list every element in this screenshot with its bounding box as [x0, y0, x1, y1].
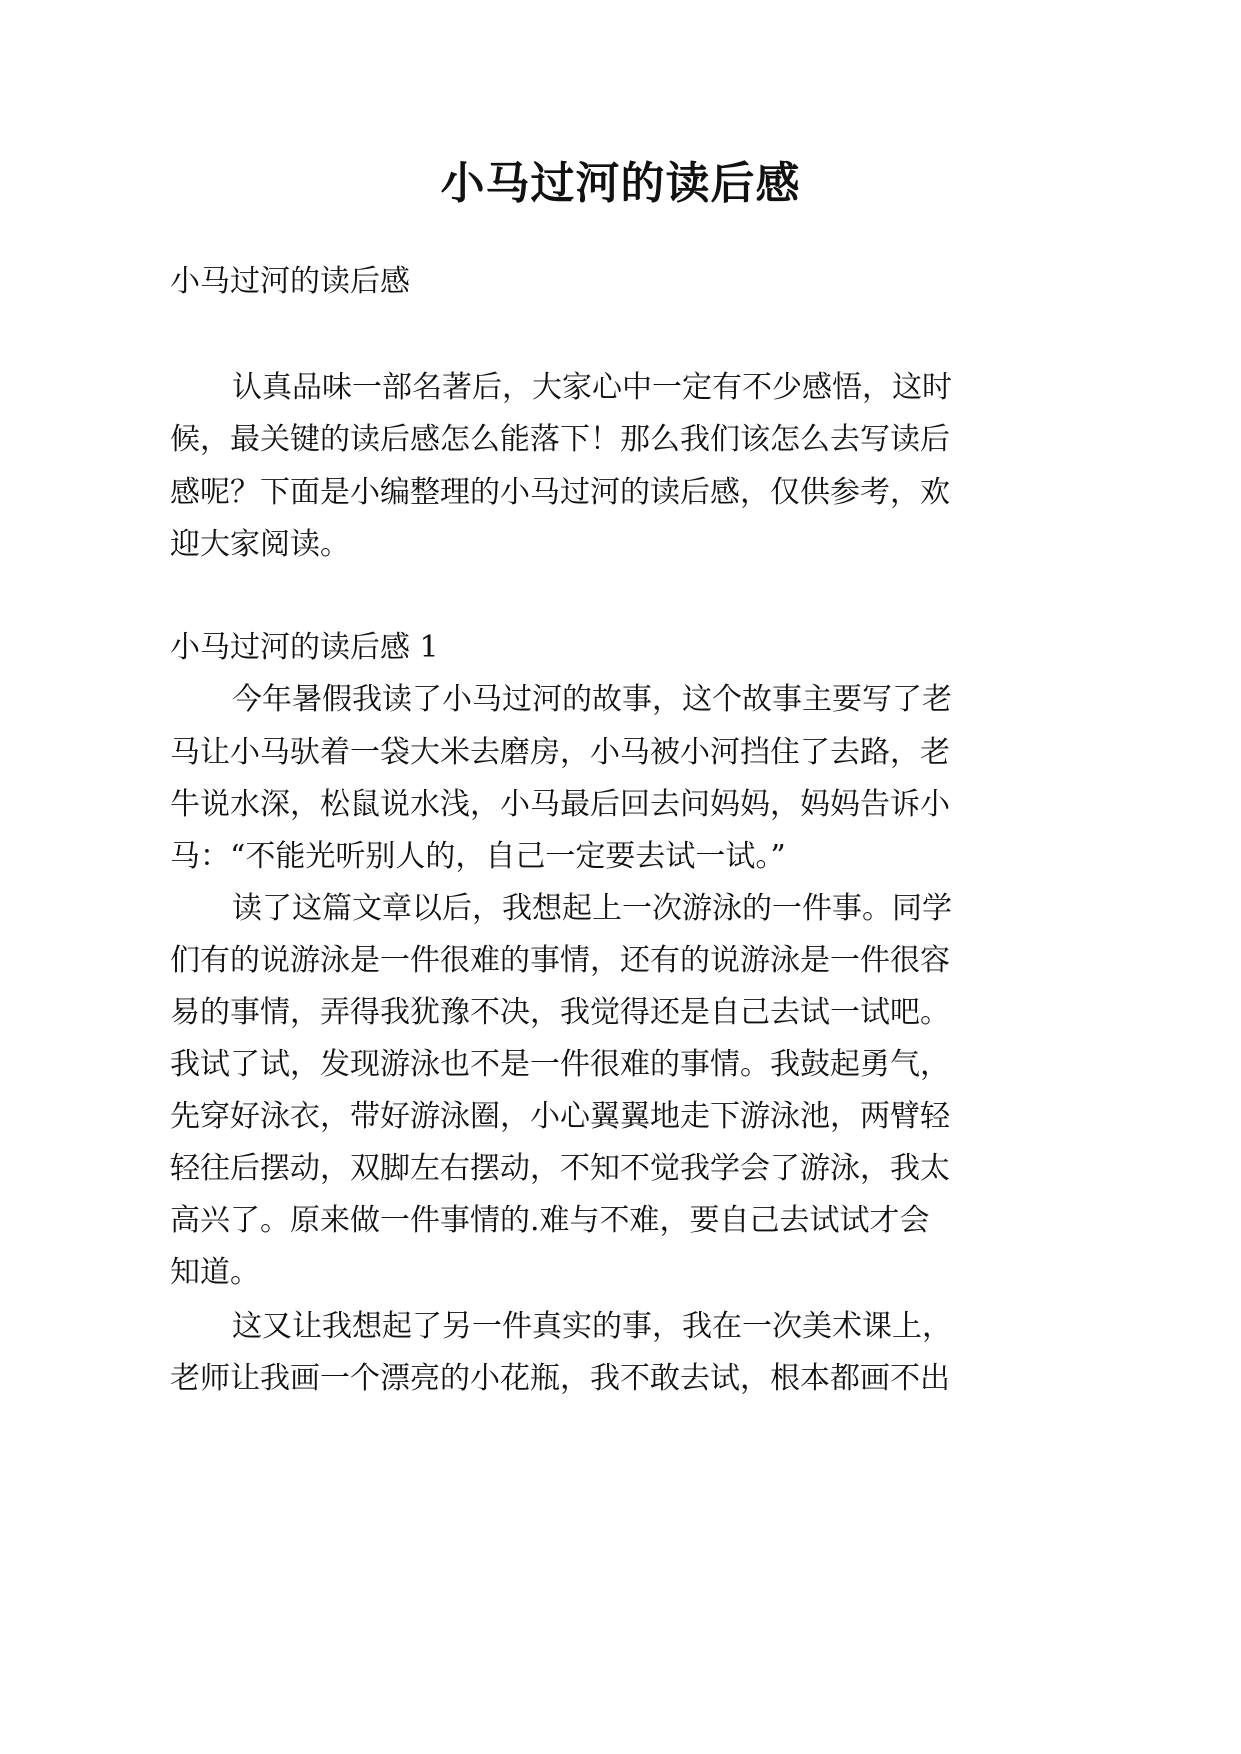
body-line-text: 马让小马驮着一袋大米去磨房，小马被小河挡住了去路，老 [170, 735, 950, 770]
intro-line-text: 迎大家阅读。 [170, 527, 350, 562]
subtitle-text: 小马过河的读后感 [170, 264, 410, 299]
body-line-text: 易的事情，弄得我犹豫不决，我觉得还是自己去试一试吧。 [170, 995, 950, 1030]
body-line-text: 老师让我画一个漂亮的小花瓶，我不敢去试，根本都画不出 [170, 1361, 950, 1396]
body-line-text: 牛说水深，松鼠说水浅，小马最后回去问妈妈，妈妈告诉小 [170, 787, 950, 822]
body-line-text: 先穿好泳衣，带好游泳圈，小心翼翼地走下游泳池，两臂轻 [170, 1099, 950, 1134]
body-line-text: 我试了试，发现游泳也不是一件很难的事情。我鼓起勇气， [170, 1047, 950, 1082]
intro-line-text: 感呢？下面是小编整理的小马过河的读后感，仅供参考，欢 [170, 475, 950, 510]
body-line-text: 今年暑假我读了小马过河的故事，这个故事主要写了老 [232, 682, 952, 717]
section-heading-text: 小马过河的读后感 1 [170, 630, 439, 665]
body-line-text: 读了这篇文章以后，我想起上一次游泳的一件事。同学 [232, 891, 952, 926]
body-line-text: 马：“不能光听别人的，自己一定要去试一试。” [170, 839, 786, 874]
body-line-text: 高兴了。原来做一件事情的.难与不难，要自己去试试才会 [170, 1203, 930, 1238]
body-line-text: 们有的说游泳是一件很难的事情，还有的说游泳是一件很容 [170, 943, 950, 978]
intro-line-text: 认真品味一部名著后，大家心中一定有不少感悟，这时 [232, 370, 952, 405]
body-line-text: 轻往后摆动，双脚左右摆动，不知不觉我学会了游泳，我太 [170, 1151, 950, 1186]
body-line-text: 这又让我想起了另一件真实的事，我在一次美术课上， [232, 1309, 952, 1344]
document-title: 小马过河的读后感 [440, 158, 801, 209]
intro-line-text: 候，最关键的读后感怎么能落下！那么我们该怎么去写读后 [170, 422, 950, 457]
body-line-text: 知道。 [170, 1255, 260, 1290]
